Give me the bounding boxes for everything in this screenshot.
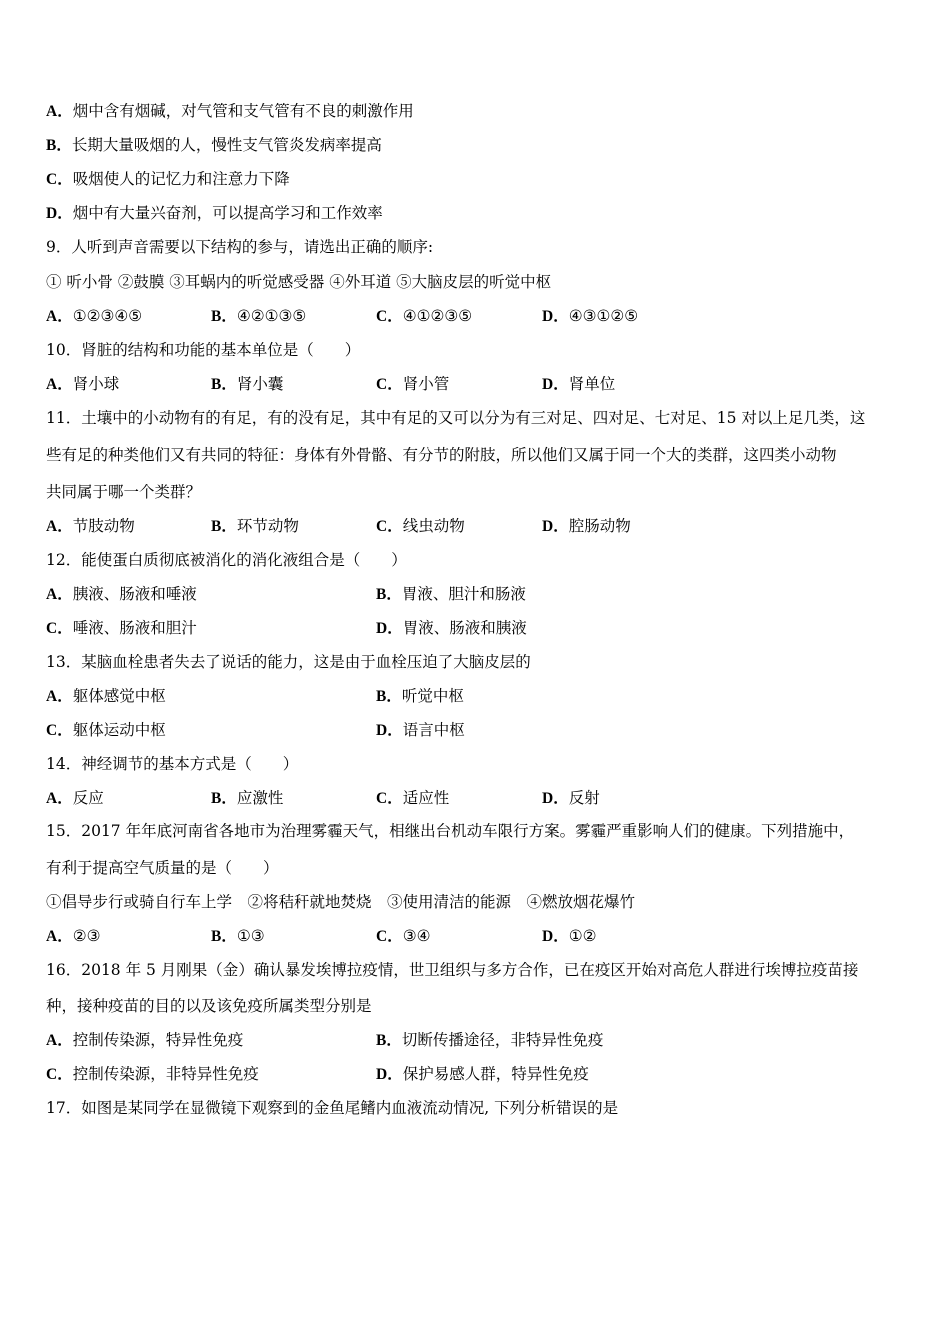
- q11-stem-line-2: 些有足的种类他们又有共同的特征：身体有外骨骼、有分节的附肢，所以他们又属于同一个大的类群，这四类小动物: [46, 446, 837, 464]
- q16-option-b: B．切断传播途径，非特异性免疫: [376, 1031, 604, 1049]
- q14-option-c: C．适应性: [376, 789, 450, 807]
- q15-stem-line-1: 15．2017 年年底河南省各地市为治理雾霾天气，相继出台机动车限行方案。雾霾严重影响人们的健康。下列措施中，: [46, 822, 855, 840]
- q14-stem: 14．神经调节的基本方式是（ ）: [46, 755, 299, 773]
- q11-option-c: C．线虫动物: [376, 517, 465, 535]
- q14-option-a: A．反应: [46, 789, 104, 807]
- q9-option-a: A．①②③④⑤: [46, 307, 143, 325]
- q9-stem: 9．人听到声音需要以下结构的参与，请选出正确的顺序:: [46, 238, 434, 256]
- q9-option-b: B．④②①③⑤: [211, 307, 307, 325]
- q14-option-b: B．应激性: [211, 789, 284, 807]
- q10-stem: 10．肾脏的结构和功能的基本单位是（ ）: [46, 341, 361, 359]
- q10-option-a: A．肾小球: [46, 375, 120, 393]
- q11-option-b: B．环节动物: [211, 517, 299, 535]
- q13-option-d: D．语言中枢: [376, 721, 465, 739]
- q16-option-d: D．保护易感人群，特异性免疫: [376, 1065, 589, 1083]
- q16-stem-line-2: 种，接种疫苗的目的以及该免疫所属类型分别是: [46, 997, 372, 1015]
- q8-option-b: B．长期大量吸烟的人，慢性支气管炎发病率提高: [46, 136, 382, 154]
- q13-option-a: A．躯体感觉中枢: [46, 687, 166, 705]
- q12-stem: 12．能使蛋白质彻底被消化的消化液组合是（ ）: [46, 551, 407, 569]
- q15-option-d: D．①②: [542, 927, 597, 945]
- q15-option-b: B．①③: [211, 927, 265, 945]
- q12-option-b: B．胃液、胆汁和肠液: [376, 585, 526, 603]
- q8-option-d: D．烟中有大量兴奋剂，可以提高学习和工作效率: [46, 204, 383, 222]
- q11-option-d: D．腔肠动物: [542, 517, 631, 535]
- q16-option-a: A．控制传染源，特异性免疫: [46, 1031, 244, 1049]
- q15-option-a: A．②③: [46, 927, 101, 945]
- q12-option-d: D．胃液、肠液和胰液: [376, 619, 527, 637]
- q11-stem-line-3: 共同属于哪一个类群？: [46, 483, 202, 501]
- q16-stem-line-1: 16．2018 年 5 月刚果（金）确认暴发埃博拉疫情，世卫组织与多方合作，已在疫区开始对高危人群进行埃博拉疫苗接: [46, 961, 859, 979]
- q15-items: ①倡导步行或骑自行车上学 ②将秸秆就地焚烧 ③使用清洁的能源 ④燃放烟花爆竹: [46, 893, 636, 911]
- q9-option-c: C．④①②③⑤: [376, 307, 473, 325]
- q12-option-a: A．胰液、肠液和唾液: [46, 585, 197, 603]
- q9-items: ① 听小骨 ②鼓膜 ③耳蜗内的听觉感受器 ④外耳道 ⑤大脑皮层的听觉中枢: [46, 273, 552, 291]
- q16-option-c: C．控制传染源，非特异性免疫: [46, 1065, 259, 1083]
- q13-option-c: C．躯体运动中枢: [46, 721, 166, 739]
- q10-option-c: C．肾小管: [376, 375, 450, 393]
- q13-option-b: B．听觉中枢: [376, 687, 464, 705]
- q14-option-d: D．反射: [542, 789, 600, 807]
- q10-option-d: D．肾单位: [542, 375, 616, 393]
- q11-stem-line-1: 11．土壤中的小动物有的有足，有的没有足，其中有足的又可以分为有三对足、四对足、七对足、15 对以上足几类，这: [46, 409, 866, 427]
- q8-option-c: C．吸烟使人的记忆力和注意力下降: [46, 170, 290, 188]
- q11-option-a: A．节肢动物: [46, 517, 135, 535]
- q8-option-a: A．烟中含有烟碱，对气管和支气管有不良的刺激作用: [46, 102, 414, 120]
- q12-option-c: C．唾液、肠液和胆汁: [46, 619, 197, 637]
- q13-stem: 13．某脑血栓患者失去了说话的能力，这是由于血栓压迫了大脑皮层的: [46, 653, 531, 671]
- q15-stem-line-2: 有利于提高空气质量的是（ ）: [46, 859, 279, 877]
- q10-option-b: B．肾小囊: [211, 375, 284, 393]
- q15-option-c: C．③④: [376, 927, 431, 945]
- q17-stem: 17．如图是某同学在显微镜下观察到的金鱼尾鳍内血液流动情况, 下列分析错误的是: [46, 1099, 619, 1117]
- q9-option-d: D．④③①②⑤: [542, 307, 639, 325]
